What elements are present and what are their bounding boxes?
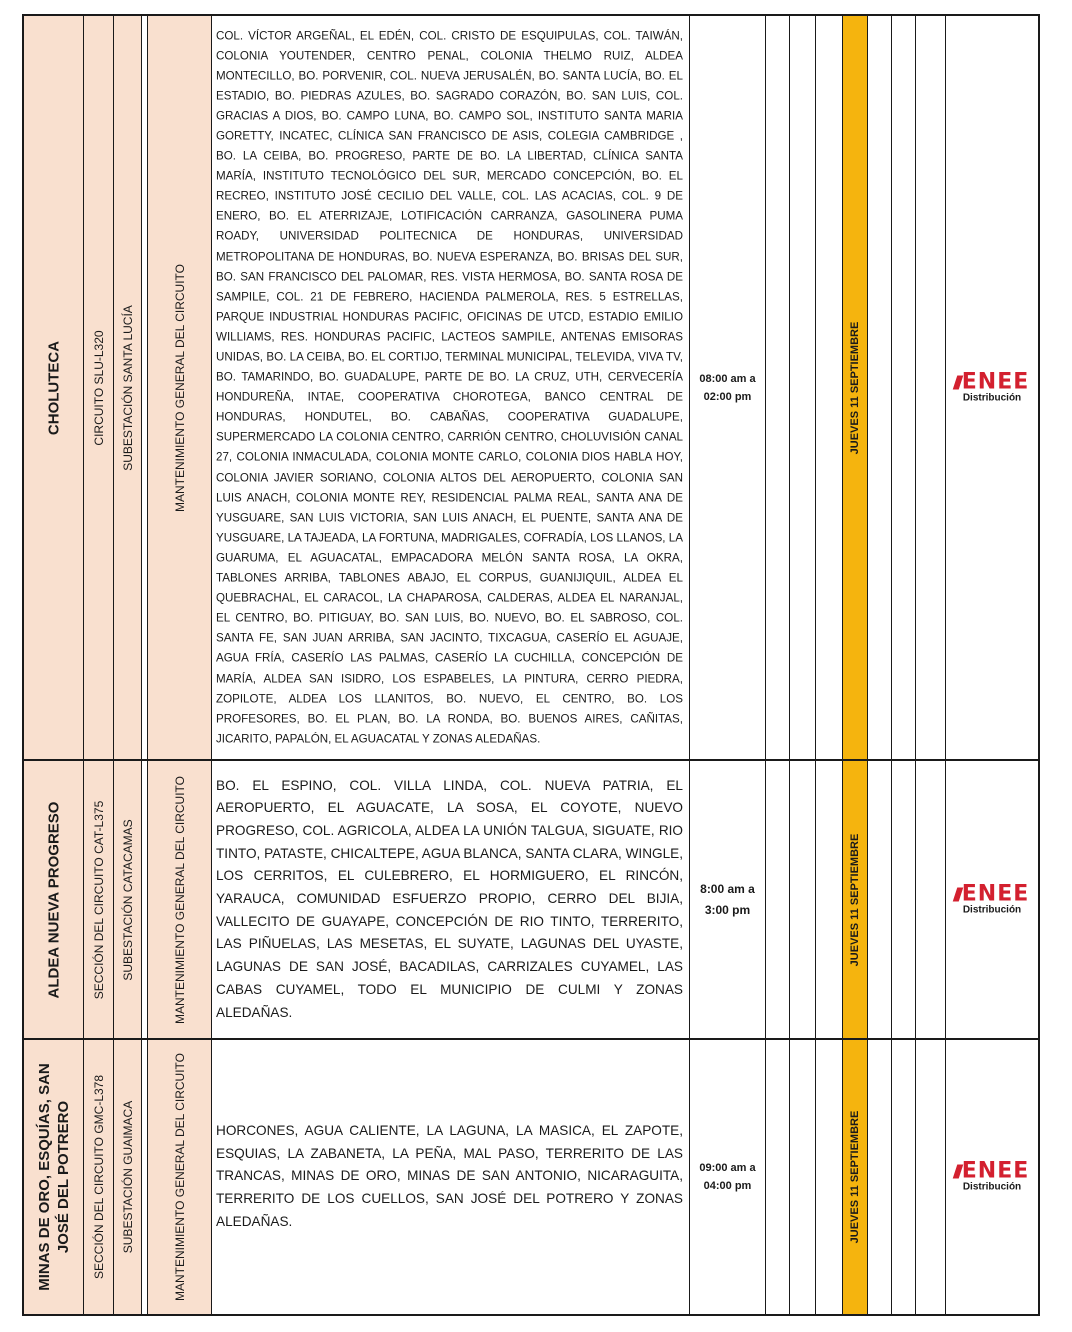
empty-cell (816, 16, 840, 759)
circuit-section-label: SECCIÓN DEL CIRCUITO CAT-L375 (91, 800, 106, 999)
start-time: 09:00 am a (699, 1162, 756, 1174)
substation-label: SUBESTACIÓN SANTA LUCÍA (120, 304, 135, 471)
enee-logo-wordmark: ENEE (946, 1162, 1038, 1182)
municipality-cell (24, 1040, 84, 1314)
schedule-cell (690, 1040, 766, 1314)
empty-cell (868, 761, 892, 1038)
municipality-label-line1: MINAS DE ORO, ESQUÍAS, SAN (35, 1063, 53, 1291)
end-time: 3:00 pm (704, 902, 751, 917)
work-type-cell (148, 16, 212, 759)
start-time: 08:00 am a (699, 372, 756, 385)
enee-logo-subtitle: Distribución (962, 392, 1022, 403)
enee-logo-subtitle: Distribución (962, 904, 1022, 915)
empty-cell (868, 16, 892, 759)
work-type-cell (148, 761, 212, 1038)
empty-cell (892, 761, 916, 1038)
section-cell (84, 16, 114, 759)
affected-areas-text: BO. EL ESPINO, COL. VILLA LINDA, COL. NUEVA PATRIA, EL AEROPUERTO, EL AGUACATE, LA SOSA, EL COYOTE, NUEVO PROGRESO, COL. AGRICOLA, ALDEA LA UNIÓN TALGUA, SIGUATE, RIO TINTO, PATASTE, CHICALTEPE, AGUA BLANCA, SANTA CLARA, WINGLE, LOS CERRITOS, EL CULEBRERO, EL HORMIGUERO, EL RINCÓN, YARAUCA, COMUNIDAD ESFUERZO PROPIO, CERRO DEL BIJIA, VALLECITO DE GUAYAPE, CONCEPCIÓN DE RIO TINTO, TERRERITO, LAS PIÑUELAS, LAS MESETAS, EL SUYATE, LAGUNAS DEL UYASTE, LAGUNAS DE SAN JOSÉ, BACADILAS, CARRIZALES CUYAMEL, LAS CABAS CUYAMEL, TODO EL MUNICIPIO DE CULMI Y ZONAS ALEDAÑAS. (216, 777, 683, 1020)
substation-label: SUBESTACIÓN GUAIMACA (120, 1100, 135, 1254)
circuit-section-label: CIRCUITO SLU-L320 (91, 329, 106, 446)
logo-cell (946, 761, 1038, 1038)
empty-cell (790, 1040, 816, 1314)
empty-cell (816, 761, 840, 1038)
enee-logo (946, 881, 1038, 915)
day-label: JUEVES 11 SEPTIEMBRE (849, 321, 861, 454)
empty-cell (916, 16, 946, 759)
day-label: JUEVES 11 SEPTIEMBRE (849, 833, 861, 966)
affected-areas-cell (212, 1040, 690, 1314)
work-type-label: MANTENIMIENTO GENERAL DEL CIRCUITO (172, 1052, 187, 1302)
empty-cell (916, 761, 946, 1038)
affected-areas-cell (212, 761, 690, 1038)
table-row (24, 16, 1038, 761)
municipality-cell (24, 16, 84, 759)
empty-cell (766, 761, 790, 1038)
table-row (24, 761, 1038, 1040)
work-type-label: MANTENIMIENTO GENERAL DEL CIRCUITO (172, 263, 187, 512)
empty-cell (892, 16, 916, 759)
work-type-cell (148, 1040, 212, 1314)
schedule-time (690, 370, 765, 406)
start-time: 8:00 am a (700, 881, 755, 896)
day-cell (842, 16, 868, 759)
substation-cell (114, 16, 142, 759)
section-cell (84, 1040, 114, 1314)
schedule-time (690, 879, 765, 921)
enee-logo-wordmark: ENEE (946, 884, 1038, 904)
affected-areas-text: COL. VÍCTOR ARGEÑAL, EL EDÉN, COL. CRISTO DE ESQUIPULAS, COL. TAIWÁN, COLONIA YOUTENDER, CENTRO PENAL, COLONIA THELMO RUIZ, ALDEA MONTECILLO, BO. PORVENIR, COL. NUEVA JERUSALÉN, BO. SANTA LUCÍA, BO. EL ESTADIO, BO. PIEDRAS AZULES, BO. SAGRADO CORAZÓN, BO. SAN LUIS, COL. GRACIAS A DIOS, BO. CAMPO LUNA, BO. CAMPO SOL, INSTITUTO SANTA MARIA GORETTY, INCATEC, CLÍNICA SAN FRANCISCO DE ASIS, COLEGIA CAMBRIDGE , BO. LA CEIBA, BO. PROGRESO, PARTE DE BO. LA LIBERTAD, CLÍNICA SANTA MARÍA, INSTITUTO TECNOLÓGICO DEL SUR, MERCADO CONCEPCIÓN, BO. EL RECREO, INSTITUTO JOSÉ CECILIO DEL VALLE, COL. LAS ACACIAS, COL. 9 DE ENERO, BO. EL ATERRIZAJE, LOTIFICACIÓN CARRANZA, GASOLINERA PUMA ROADY, UNIVERSIDAD POLITECNICA DE HONDURAS, UNIVERSIDAD METROPOLITANA DE HONDURAS, BO. NUEVA ESPERANZA, BO. BRISAS DEL SUR, BO. SAN FRANCISCO DEL PALOMAR, RES. VISTA HERMOSA, BO. SANTA ROSA DE SAMPILE, COL. 21 DE FEBRERO, HACIENDA PALMEROLA, RES. 5 ESTRELLAS, PARQUE INDUSTRIAL HONDURAS PACIFIC, OFICINAS DE UTCD, ESTADIO EMILIO WILLIAMS, RES. HONDURAS PACIFIC, LACTEOS SAMPILE, ANTENAS EMISORAS UNIDAS, BO. LA CEIBA, BO. EL CORTIJO, TERMINAL MUNICIPAL, TELEVIDA, VIVA TV, BO. TAMARINDO, BO. GUADALUPE, PARTE DE BO. LA CRUZ, UTH, CERVECERÍA HONDUREÑA, INTAE, COOPERATIVA CHOROTEGA, BANCO CENTRAL DE HONDURAS, HONDUTEL, BO. CABAÑAS, COOPERATIVA GUADALUPE, SUPERMERCADO LA COLONIA CENTRO, CARRIÓN CENTRO, CHOLUVISIÓN CANAL 27, COLONIA INMACULADA, COLONIA MONTE CARLO, COLONIA DIOS HABLA HOY, COLONIA JAVIER SORIANO, COLONIA ALTOS DEL AEROPUERTO, COLONIA SAN LUIS ANACH, COLONIA MONTE REY, RESIDENCIAL PALMA REAL, SANTA ANA DE YUSGUARE, SAN LUIS VICTORIA, SAN LUIS ANACH, EL PUENTE, SANTA ANA DE YUSGUARE, LA TAJEADA, LA FORTUNA, MADRIGALES, COFRADÍA, LOS LLANOS, LA GUARUMA, EL AGUACATAL, EMPACADORA MELÓN SANTA ROSA, LA OKRA, TABLONES ARRIBA, TABLONES ABAJO, EL CORPUS, GUANIJIQUIL, ALDEA EL QUEBRACHAL, EL CARACOL, LA CHAPAROSA, CALDERAS, ALDEA EL NARANJAL, EL CENTRO, BO. PITIGUAY, BO. SAN LUIS, BO. NUEVO, BO. EL SABROSO, COL. SANTA FE, SAN JUAN ARRIBA, SAN JACINTO, TIXCAGUA, CASERÍO EL AGUAJE, AGUA FRÍA, CASERÍO LAS PALMAS, CASERÍO LA CUCHILLA, CONCEPCIÓN DE MARÍA, ALDEA SAN ISIDRO, LOS ESPABELES, LA PINTURA, CERRO PIEDRA, ZOPILOTE, ALDEA LOS LLANITOS, BO. NUEVO, EL CENTRO, BO. LOS PROFESORES, BO. EL PLAN, BO. LA RONDA, BO. BUENOS AIRES, CAÑITAS, JICARITO, PAPALÓN, EL AGUACATAL Y ZONAS ALEDAÑAS. (216, 28, 683, 746)
day-cell (842, 761, 868, 1038)
affected-areas-cell (212, 16, 690, 759)
outage-schedule-table (22, 14, 1040, 1316)
circuit-section-label: SECCIÓN DEL CIRCUITO GMC-L378 (91, 1074, 106, 1280)
section-cell (84, 761, 114, 1038)
substation-label: SUBESTACIÓN CATACAMAS (120, 818, 135, 981)
empty-cell (892, 1040, 916, 1314)
empty-cell (868, 1040, 892, 1314)
municipality-cell (24, 761, 84, 1038)
empty-cell (916, 1040, 946, 1314)
schedule-cell (690, 16, 766, 759)
municipality-label-line2: JOSÉ DEL POTRERO (54, 1100, 72, 1254)
municipality-label (35, 1063, 73, 1291)
municipality-label: ALDEA NUEVA PROGRESO (45, 801, 62, 998)
logo-cell (946, 16, 1038, 759)
day-label: JUEVES 11 SEPTIEMBRE (849, 1110, 861, 1244)
schedule-cell (690, 761, 766, 1038)
empty-cell (766, 1040, 790, 1314)
end-time: 04:00 pm (703, 1180, 752, 1192)
table-row (24, 1040, 1038, 1314)
empty-cell (790, 761, 816, 1038)
enee-logo (946, 369, 1038, 403)
enee-logo-wordmark: ENEE (946, 372, 1038, 392)
end-time: 02:00 pm (703, 390, 752, 403)
enee-logo (946, 1158, 1038, 1193)
day-cell (842, 1040, 868, 1314)
empty-cell (790, 16, 816, 759)
enee-logo-subtitle: Distribución (962, 1181, 1022, 1193)
logo-cell (946, 1040, 1038, 1314)
affected-areas-text: HORCONES, AGUA CALIENTE, LA LAGUNA, LA MASICA, EL ZAPOTE, ESQUIAS, LA ZABANETA, LA PEÑA, MAL PASO, TERRERITO DE LAS TRANCAS, MINAS DE ORO, MINAS DE SAN ANTONIO, NICARAGUITA, TERRERITO DE LOS CUELLOS, SAN JOSÉ DEL POTRERO Y ZONAS ALEDAÑAS. (216, 1123, 683, 1230)
substation-cell (114, 1040, 142, 1314)
substation-cell (114, 761, 142, 1038)
empty-cell (766, 16, 790, 759)
municipality-label: CHOLUTECA (45, 340, 62, 435)
empty-cell (816, 1040, 840, 1314)
schedule-time (690, 1159, 765, 1195)
work-type-label: MANTENIMIENTO GENERAL DEL CIRCUITO (172, 775, 187, 1024)
